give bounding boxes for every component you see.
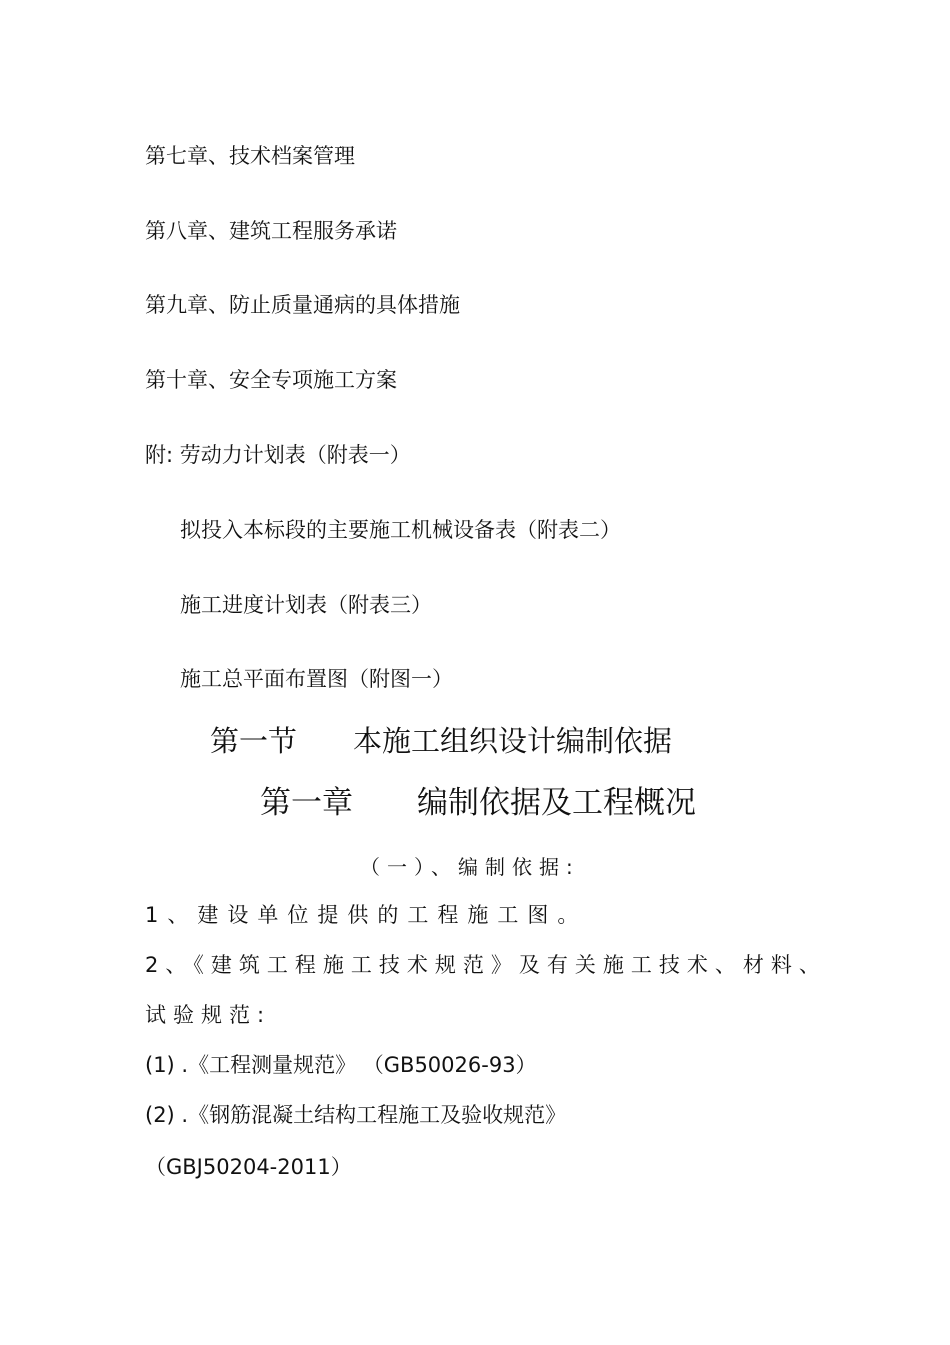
chapter-title: 编制依据及工程概况	[417, 785, 696, 821]
toc-chapter-7: 第七章、技术档案管理	[145, 144, 355, 168]
chapter-number: 第一章	[260, 785, 353, 821]
toc-chapter-8: 第八章、建筑工程服务承诺	[145, 219, 397, 243]
toc-appendix-3: 施工进度计划表（附表三）	[180, 593, 432, 617]
section-number: 第一节	[210, 724, 298, 758]
toc-chapter-9: 第九章、防止质量通病的具体措施	[145, 293, 460, 317]
basis-sub-item-2-code: （GBJ50204-2011）	[145, 1155, 352, 1179]
basis-item-2: 2、《建筑工程施工技术规范》及有关施工技术、材料、	[145, 953, 827, 977]
basis-sub-item-2: (2) .《钢筋混凝土结构工程施工及验收规范》	[145, 1103, 567, 1127]
toc-appendix-4: 施工总平面布置图（附图一）	[180, 667, 453, 691]
section-title: 本施工组织设计编制依据	[353, 724, 673, 758]
section-heading	[210, 724, 672, 758]
basis-sub-item-1: (1) .《工程测量规范》 （GB50026-93）	[145, 1053, 537, 1077]
chapter-heading	[260, 785, 696, 821]
toc-appendix-2: 拟投入本标段的主要施工机械设备表（附表二）	[180, 518, 621, 542]
basis-item-2-continued: 试验规范:	[145, 1003, 272, 1027]
basis-item-1: 1、建设单位提供的工程施工图。	[145, 903, 588, 927]
basis-subheading: （一）、编制依据:	[360, 855, 580, 879]
toc-appendix-1: 附: 劳动力计划表（附表一）	[145, 443, 411, 467]
toc-chapter-10: 第十章、安全专项施工方案	[145, 368, 397, 392]
